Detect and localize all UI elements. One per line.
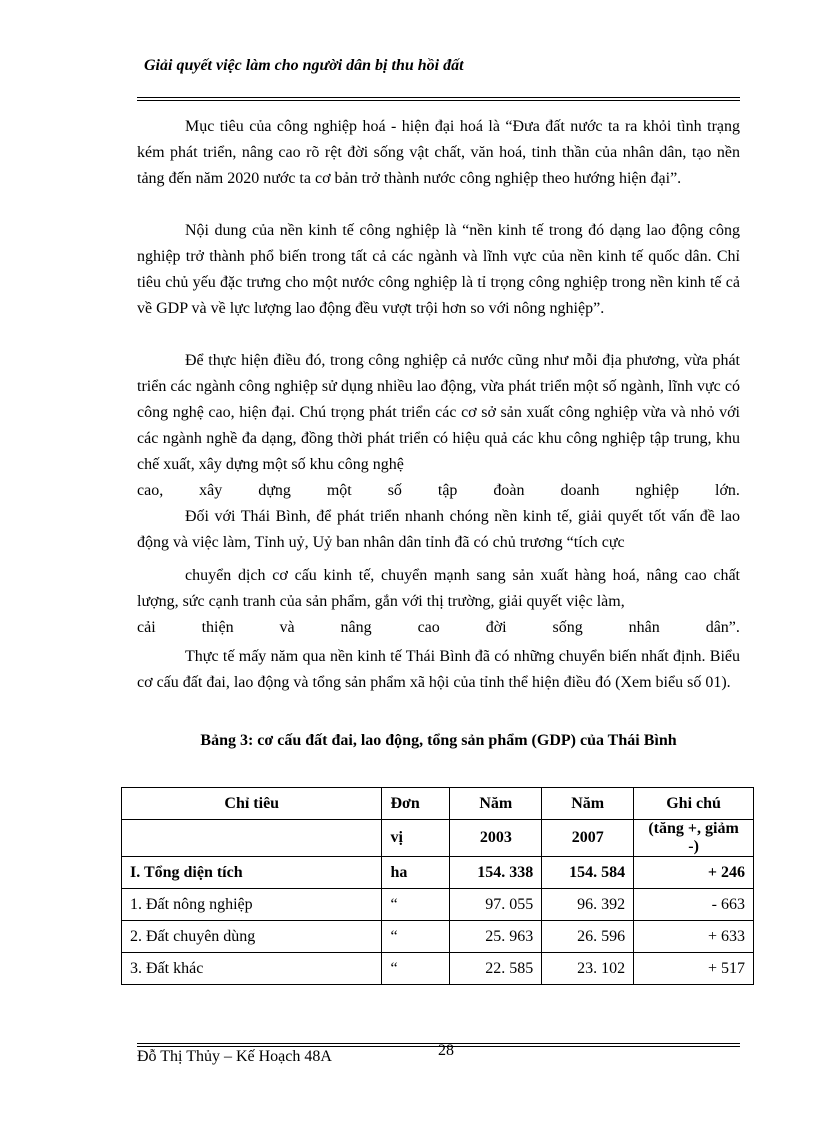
row-unit: “ [382, 953, 450, 985]
header-cell: Năm [542, 788, 634, 820]
paragraph-3-body: Để thực hiện điều đó, trong công nghiệp cả nước cũng như mỗi địa phương, vừa phát triển các ngành công nghiệp sử dụng nhiều lao động, vừa phát triển một số ngành, lĩnh vực có công nghệ cao, hiện đại. Chú trọng phát triển các cơ sở sản xuất công nghiệp vừa và nhỏ với các ngành nghề đa dạng, đồng thời phát triển có hiệu quả các khu công nghiệp tập trung, khu chế xuất, xây dựng một số khu công nghệ [137, 352, 740, 473]
word: nhân [628, 619, 660, 636]
table-row [122, 953, 754, 985]
word: một [326, 482, 352, 499]
header-cell: (tăng +, giảm -) [634, 820, 754, 857]
header-cell: vị [382, 820, 450, 857]
word: cải [137, 619, 156, 636]
row-note: + 517 [634, 953, 754, 985]
table-row [122, 921, 754, 953]
row-label: 1. Đất nông nghiệp [122, 889, 382, 921]
row-unit: “ [382, 921, 450, 953]
row-value-2007: 154. 584 [542, 857, 634, 889]
header-cell: Chỉ tiêu [122, 788, 382, 820]
word: cao, [137, 482, 164, 499]
row-label: 3. Đất khác [122, 953, 382, 985]
header-cell: 2003 [450, 820, 542, 857]
row-value-2003: 22. 585 [450, 953, 542, 985]
table-title: Bảng 3: cơ cấu đất đai, lao động, tổng sản phẩm (GDP) của Thái Bình [200, 732, 677, 749]
row-value-2007: 23. 102 [542, 953, 634, 985]
word: thiện [201, 619, 234, 636]
word: xây [199, 482, 223, 499]
table-header-row [122, 820, 754, 857]
row-unit: “ [382, 889, 450, 921]
paragraph-5-last-line [137, 615, 740, 641]
running-header-title: Giải quyết việc làm cho người dân bị thu hồi đất [144, 57, 464, 74]
paragraph-4: Đối với Thái Bình, để phát triển nhanh chóng nền kinh tế, giải quyết tốt vấn đề lao động và việc làm, Tỉnh uỷ, Uỷ ban nhân dân tỉnh đã có chủ trương “tích cực [137, 508, 740, 551]
table-row [122, 857, 754, 889]
word: dựng [258, 482, 291, 499]
row-note: + 633 [634, 921, 754, 953]
footer-author: Đỗ Thị Thủy – Kế Hoạch 48A [137, 1048, 332, 1065]
word: lớn. [715, 482, 740, 499]
row-value-2007: 96. 392 [542, 889, 634, 921]
row-label: I. Tổng diện tích [122, 857, 382, 889]
row-value-2003: 97. 055 [450, 889, 542, 921]
word: doanh [560, 482, 600, 499]
page-number: 28 [438, 1042, 454, 1059]
word: sống [552, 619, 583, 636]
paragraph-3 [137, 348, 740, 504]
paragraph-6: Thực tế mấy năm qua nền kinh tế Thái Bình đã có những chuyển biến nhất định. Biểu cơ cấu đất đai, lao động và tổng sản phẩm xã hội của tỉnh thể hiện điều đó (Xem biểu số 01). [137, 648, 740, 691]
row-value-2003: 25. 963 [450, 921, 542, 953]
paragraph-3-last-line [137, 478, 740, 504]
land-structure-table [121, 787, 754, 985]
word: cao [417, 619, 440, 636]
row-value-2007: 26. 596 [542, 921, 634, 953]
header-rule-top [137, 97, 740, 98]
row-value-2003: 154. 338 [450, 857, 542, 889]
row-note: + 246 [634, 857, 754, 889]
word: tập [437, 482, 458, 499]
word: dân”. [705, 619, 740, 636]
header-cell: Đơn [382, 788, 450, 820]
row-unit: ha [382, 857, 450, 889]
word: đoàn [493, 482, 525, 499]
header-cell: Năm [450, 788, 542, 820]
table-header-row [122, 788, 754, 820]
paragraph-5 [137, 563, 740, 641]
paragraph-1: Mục tiêu của công nghiệp hoá - hiện đại hoá là “Đưa đất nước ta ra khỏi tình trạng kém phát triển, nâng cao rõ rệt đời sống vật chất, văn hoá, tinh thần của nhân dân, tạo nền tảng đến năm 2020 nước ta cơ bản trở thành nước công nghiệp theo hướng hiện đại”. [137, 118, 740, 187]
header-rule-bottom [137, 100, 740, 101]
table-row [122, 889, 754, 921]
paragraph-5-body: chuyển dịch cơ cấu kinh tế, chuyển mạnh sang sản xuất hàng hoá, nâng cao chất lượng, sức cạnh tranh của sản phẩm, gắn với thị trường, giải quyết việc làm, [137, 567, 740, 610]
row-note: - 663 [634, 889, 754, 921]
header-cell [122, 820, 382, 857]
paragraph-2: Nội dung của nền kinh tế công nghiệp là “nền kinh tế trong đó dạng lao động công nghiệp trở thành phổ biến trong tất cả các ngành và lĩnh vực của nền kinh tế quốc dân. Chỉ tiêu chủ yếu đặc trưng cho một nước công nghiệp là tỉ trọng công nghiệp trong nền kinh tế cả về GDP và về lực lượng lao động đều vượt trội hơn so với nông nghiệp”. [137, 222, 740, 317]
word: nghiệp [635, 482, 680, 499]
row-label: 2. Đất chuyên dùng [122, 921, 382, 953]
word: đời [485, 619, 507, 636]
word: số [387, 482, 402, 499]
header-cell: 2007 [542, 820, 634, 857]
word: nâng [340, 619, 372, 636]
header-cell: Ghi chú [634, 788, 754, 820]
word: và [279, 619, 295, 636]
